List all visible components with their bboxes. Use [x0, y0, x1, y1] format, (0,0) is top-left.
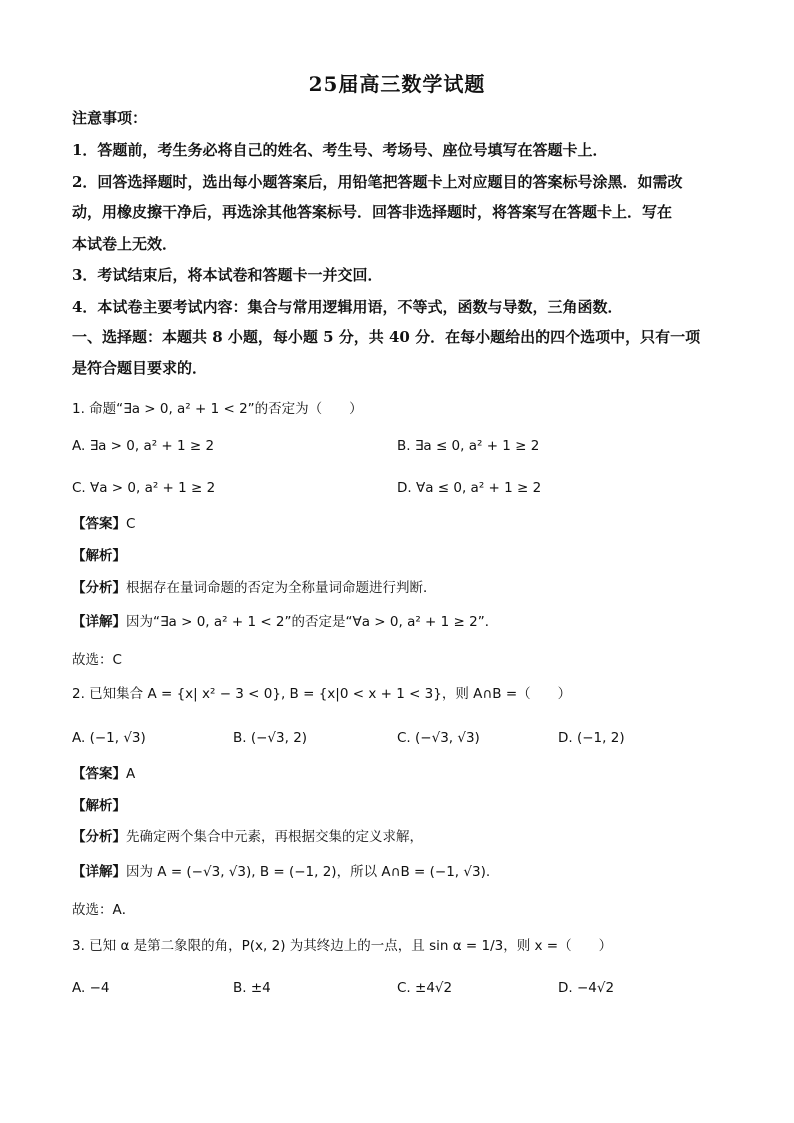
q2-detail — [72, 862, 732, 882]
q2-choice: 故选：A． — [72, 902, 136, 918]
detail-tag: 【详解】 — [72, 614, 126, 630]
notice-item-4: 4．本试卷主要考试内容：集合与常用逻辑用语，不等式，函数与导数，三角函数． — [72, 298, 623, 316]
q2-fenxi — [72, 827, 732, 847]
detail-text: 因为“∃a > 0, a² + 1 < 2”的否定是“∀a > 0, a² + 1 ≥ 2”． — [126, 614, 499, 630]
answer-value: A — [126, 766, 136, 782]
q2-option-d: D. (−1, 2) — [558, 730, 625, 746]
section-heading-cont: 是符合题目要求的． — [72, 359, 208, 377]
q1-option-d: D. ∀a ≤ 0, a² + 1 ≥ 2 — [397, 480, 542, 496]
q2-option-a: A. (−1, √3) — [72, 730, 146, 746]
q1-option-c: C. ∀a > 0, a² + 1 ≥ 2 — [72, 480, 216, 496]
q1-answer — [72, 514, 732, 534]
q1-option-a: A. ∃a > 0, a² + 1 ≥ 2 — [72, 438, 215, 454]
q3-option-c: C. ±4√2 — [397, 980, 453, 996]
q2-answer — [72, 764, 732, 784]
q2-option-b: B. (−√3, 2) — [233, 730, 308, 746]
q3-option-a: A. −4 — [72, 980, 110, 996]
fenxi-text: 根据存在量词命题的否定为全称量词命题进行判断． — [126, 580, 437, 596]
notice-item-2-end: 本试卷上无效． — [72, 235, 178, 253]
fenxi-tag: 【分析】 — [72, 829, 126, 845]
page-title: 25届高三数学试题 — [308, 72, 486, 96]
fenxi-tag: 【分析】 — [72, 580, 126, 596]
q1-option-b: B. ∃a ≤ 0, a² + 1 ≥ 2 — [397, 438, 540, 454]
section-heading: 一、选择题：本题共 8 小题，每小题 5 分，共 40 分．在每小题给出的四个选项中，只有一项 — [72, 328, 701, 346]
q1-fenxi — [72, 578, 732, 598]
q2-analysis-tag: 【解析】 — [72, 798, 126, 814]
q3-option-b: B. ±4 — [233, 980, 271, 996]
answer-tag: 【答案】 — [72, 766, 126, 782]
notice-item-3: 3．考试结束后，将本试卷和答题卡一并交回． — [72, 266, 383, 284]
q2-stem: 2. 已知集合 A = {x| x² − 3 < 0}, B = {x|0 < x + 1 < 3}，则 A∩B =（ ） — [72, 686, 572, 702]
detail-tag: 【详解】 — [72, 864, 126, 880]
answer-tag: 【答案】 — [72, 516, 126, 532]
notice-item-2: 2．回答选择题时，选出每小题答案后，用铅笔把答题卡上对应题目的答案标号涂黑．如需改 — [72, 173, 683, 191]
fenxi-text: 先确定两个集合中元素，再根据交集的定义求解， — [126, 829, 423, 845]
q2-option-c: C. (−√3, √3) — [397, 730, 480, 746]
q1-detail — [72, 612, 732, 632]
q3-stem: 3. 已知 α 是第二象限的角，P(x, 2) 为其终边上的一点，且 sin α = 1/3，则 x =（ ） — [72, 938, 613, 954]
notice-item-2-cont: 动，用橡皮擦干净后，再选涂其他答案标号．回答非选择题时，将答案写在答题卡上．写在 — [72, 203, 673, 221]
q1-analysis-tag: 【解析】 — [72, 548, 126, 564]
answer-value: C — [126, 516, 136, 532]
q1-stem: 1. 命题“∃a > 0, a² + 1 < 2”的否定为（ ） — [72, 401, 363, 417]
q3-option-d: D. −4√2 — [558, 980, 615, 996]
q1-choice: 故选：C — [72, 652, 122, 668]
detail-text: 因为 A = (−√3, √3), B = (−1, 2)，所以 A∩B = (−1, √3). — [126, 864, 491, 880]
notice-heading: 注意事项： — [72, 109, 148, 127]
notice-item-1: 1．答题前，考生务必将自己的姓名、考生号、考场号、座位号填写在答题卡上． — [72, 141, 608, 159]
